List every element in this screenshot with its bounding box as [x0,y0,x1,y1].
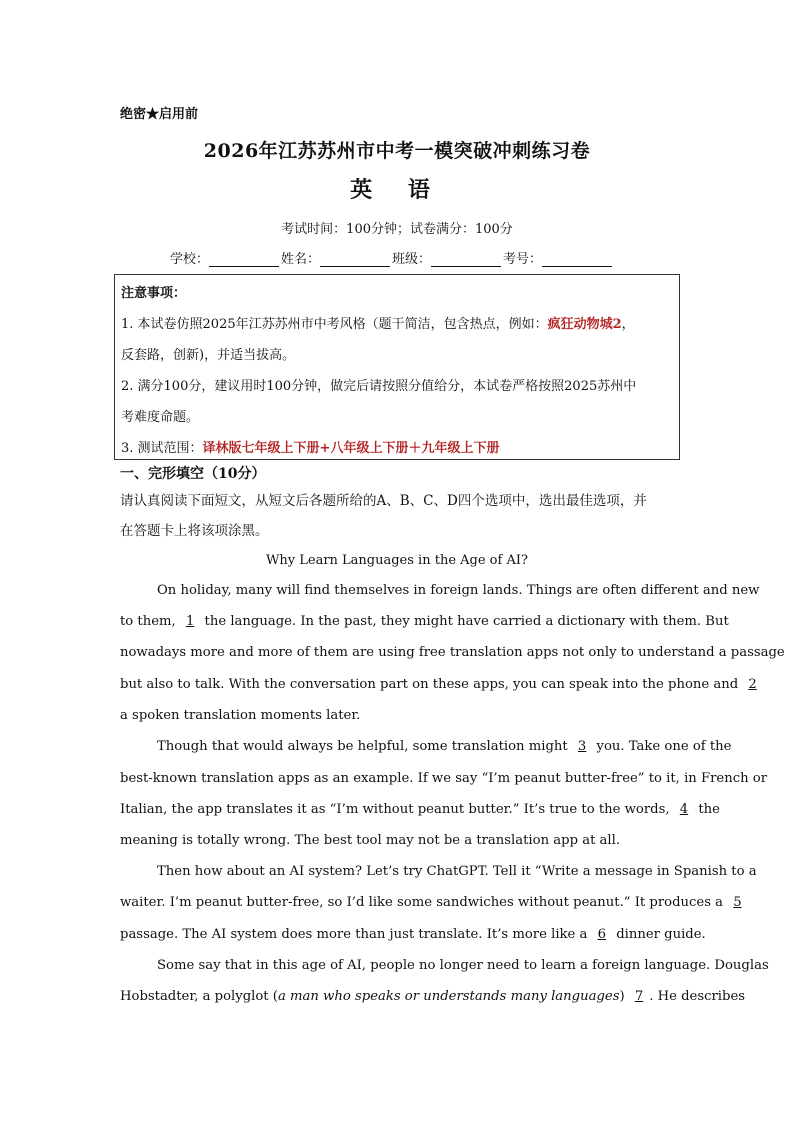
passage-text: ) [619,989,625,1004]
name-blank[interactable] [320,252,390,267]
passage-line [120,802,720,817]
passage-line: best-known translation apps as an example. If we say “I’m peanut butter-free” to it, in French or [120,771,768,786]
passage-text: but also to talk. With the conversation part on these apps, you can speak into the phone and [120,677,739,692]
notice-item-3-highlight: 译林版七年级上下册+八年级上下册＋九年级上下册 [202,441,500,456]
notice-item-2: 2. 满分100分，建议用时100分钟，做完后请按照分值给分，本试卷严格按照2025苏州中 [121,379,637,394]
student-info-fields [170,248,614,267]
blank-6[interactable]: 6 [597,927,606,942]
section-instruction-line-2: 在答题卡上将该项涂黑。 [120,523,269,539]
notice-item-1-suffix: ， [621,317,635,332]
passage-line [120,895,742,910]
subject-title: 英 语 [350,177,444,203]
passage-line [120,677,757,692]
name-label: 姓名： [281,252,321,267]
exam-number-field[interactable] [503,248,614,267]
section-instruction-line-1: 请认真阅读下面短文，从短文后各题所给的A、B、C、D四个选项中，选出最佳选项，并 [120,493,647,509]
passage-line [120,614,729,629]
passage-line: a spoken translation moments later. [120,708,361,723]
passage-text: Italian, the app translates it as “I’m without peanut butter.” It’s true to the words, [120,802,670,817]
section-heading: 一、完形填空（10分） [120,466,266,482]
exam-number-label: 考号： [503,252,543,267]
passage-line [120,989,746,1004]
passage-line: meaning is totally wrong. The best tool may not be a translation app at all. [120,833,621,848]
class-blank[interactable] [431,252,501,267]
notice-item-3-text: 3. 测试范围： [121,441,203,456]
passage-line: nowadays more and more of them are using free translation apps not only to understand a passage [120,645,785,660]
passage-text: waiter. I’m peanut butter-free, so I’d like some sandwiches without peanut.” It produces a [120,895,724,910]
name-field[interactable] [281,248,392,267]
notice-item-2-line2: 考难度命题。 [121,410,200,425]
passage-text: passage. The AI system does more than just translate. It’s more like a [120,927,588,942]
blank-2[interactable]: 2 [748,677,757,692]
passage-text: you. Take one of the [596,739,732,754]
passage-text: dinner guide. [616,927,706,942]
passage-text: to them, [120,614,176,629]
blank-7[interactable]: 7 [634,989,644,1004]
notice-item-1-highlight: 疯狂动物城2 [547,317,622,332]
exam-info: 考试时间：100分钟；试卷满分：100分 [281,222,513,237]
class-label: 班级： [392,252,432,267]
notice-box [114,274,680,460]
passage-line: On holiday, many will find themselves in foreign lands. Things are often different and new [157,583,760,598]
passage-line: Then how about an AI system? Let’s try ChatGPT. Tell it “Write a message in Spanish to a [157,864,757,879]
secret-label: 绝密★启用前 [120,107,199,122]
notice-title: 注意事项： [121,286,187,301]
notice-item-3 [121,437,499,456]
school-label: 学校： [170,252,210,267]
passage-text: Though that would always be helpful, some translation might [157,739,568,754]
passage-italic-text: a man who speaks or understands many languages [277,989,620,1004]
class-field[interactable] [392,248,503,267]
passage-text: the [698,802,720,817]
school-blank[interactable] [209,252,279,267]
exam-number-blank[interactable] [542,252,612,267]
passage-text: Hobstadter, a polyglot ( [120,989,278,1004]
blank-1[interactable]: 1 [185,614,195,629]
passage-text: the language. In the past, they might have carried a dictionary with them. But [204,614,729,629]
passage-text: . He describes [649,989,746,1004]
blank-3[interactable]: 3 [577,739,587,754]
blank-5[interactable]: 5 [733,895,742,910]
page-title: 2026年江苏苏州市中考一模突破冲刺练习卷 [203,140,591,162]
passage-line [157,739,732,754]
notice-item-1 [121,313,635,332]
blank-4[interactable]: 4 [679,802,689,817]
school-field[interactable] [170,248,281,267]
passage-line: Some say that in this age of AI, people no longer need to learn a foreign language. Douglas [157,958,769,973]
notice-item-1-line2: 反套路，创新)，并适当拔高。 [121,348,296,363]
notice-item-1-text: 1. 本试卷仿照2025年江苏苏州市中考风格（题干简洁，包含热点，例如： [121,317,548,332]
passage-line [120,927,706,942]
passage-title: Why Learn Languages in the Age of AI? [266,553,528,568]
